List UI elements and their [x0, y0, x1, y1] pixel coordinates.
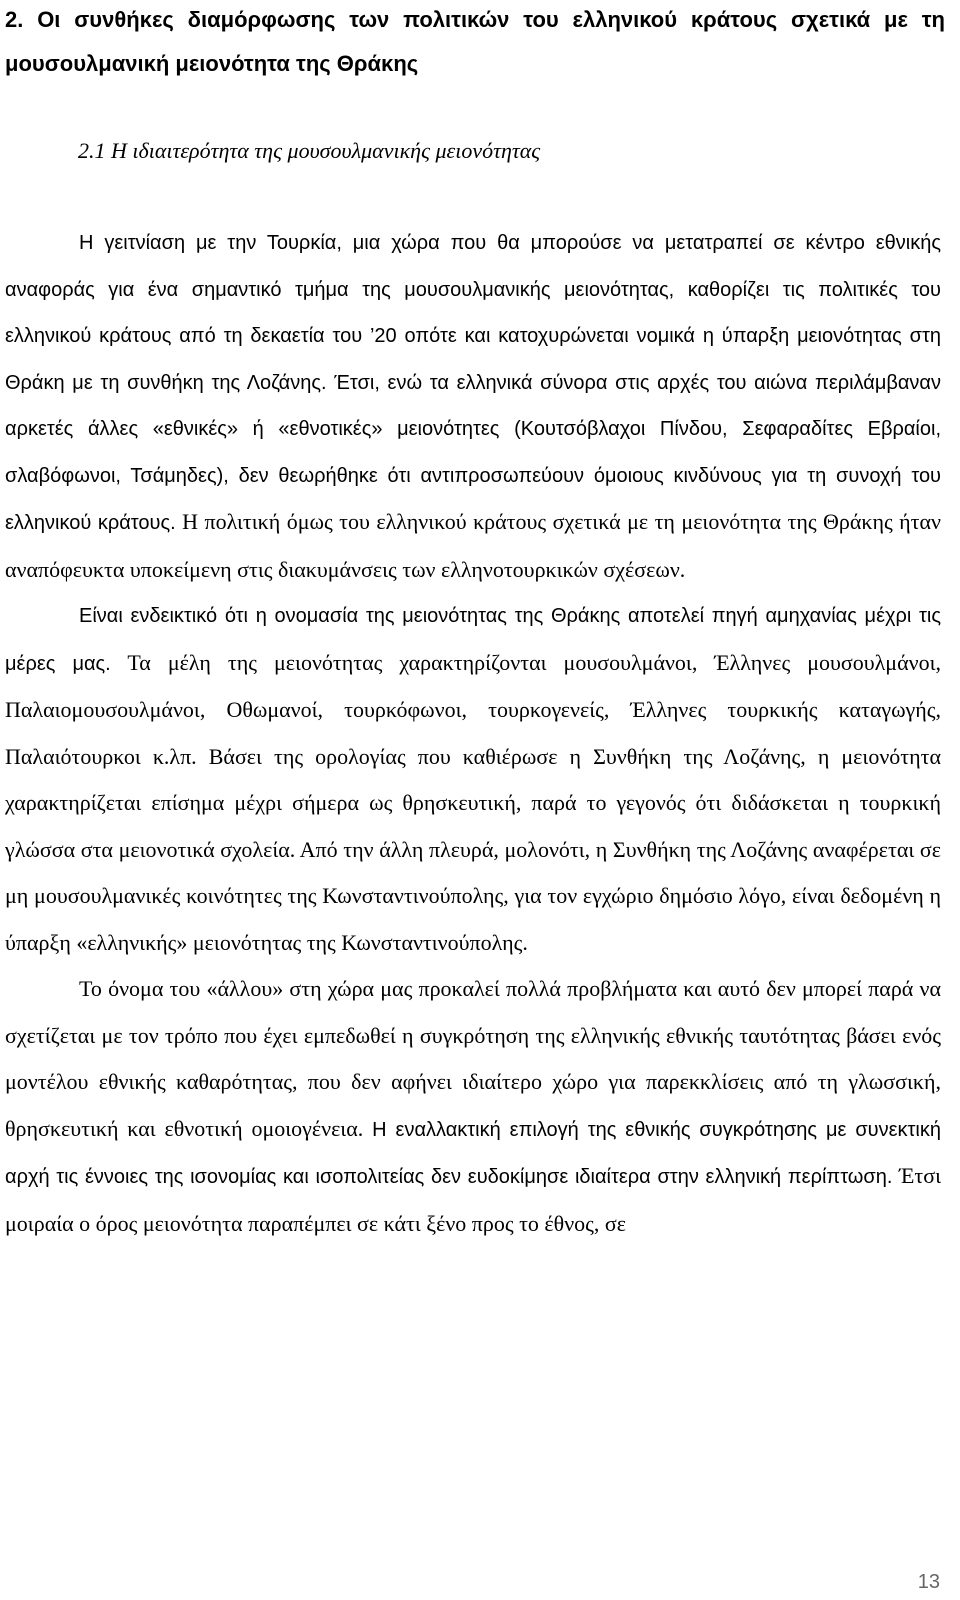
paragraph-2 — [5, 593, 941, 966]
paragraph-2-sentence-group-2: Τα μέλη της μειονότητας χαρακτηρίζονται μουσουλμάνοι, Έλληνες μουσουλμάνοι, Παλαιομουσουλμάνοι, Οθωμανοί, τουρκόφωνοι, τουρκογενείς, Έλληνες τουρκικής καταγωγής, Παλαιότουρκοι κ.λπ. Βάσει της ορολογίας που καθιέρωσε η Συνθήκη της Λοζάνης, η μειονότητα χαρακτηρίζεται επίσημα μέχρι σήμερα ως θρησκευτική, παρά το γεγονός ότι διδάσκεται η τουρκική γλώσσα στα μειονοτικά σχολεία. Από την άλλη πλευρά, μολονότι, η Συνθήκη της Λοζάνης αναφέρεται σε μη μουσουλμανικές κοινότητες της Κωνσταντινούπολης, για τον εγχώριο δημόσιο λόγο, είναι δεδομένη η ύπαρξη «ελληνικής» μειονότητας της Κωνσταντινούπολης. — [5, 649, 941, 955]
paragraph-1 — [5, 220, 941, 593]
body-text — [5, 220, 941, 1247]
paragraph-3-sentence-group-3: Έτσι μοιραία ο όρος μειονότητα παραπέμπει σε κάτι ξένο προς το έθνος, σε — [5, 1163, 941, 1236]
paragraph-3 — [5, 966, 941, 1247]
paragraph-3-sentence-group-1: Το όνομα του «άλλου» στη χώρα μας προκαλεί πολλά προβλήματα και αυτό δεν μπορεί παρά να σχετίζεται με τον τρόπο που έχει εμπεδωθεί η συγκρότηση της ελληνικής εθνικής ταυτότητας βάσει ενός μοντέλου εθνικής καθαρότητας, που δεν αφήνει ιδιαίτερο χώρο για παρεκκλίσεις από τη γλωσσική, θρησκευτική και εθνοτική ομοιογένεια. — [5, 976, 941, 1141]
page-number: 13 — [917, 1571, 940, 1593]
paragraph-3-sentence-group-2: Η εναλλακτική επιλογή της εθνικής συγκρότησης με συνεκτική αρχή τις έννοιες της ισονομίας και ισοπολιτείας δεν ευδοκίμησε ιδιαίτερα στην ελληνική περίπτωση. — [5, 1118, 942, 1188]
paragraph-1-sentence-group-2: Η πολιτική όμως του ελληνικού κράτους σχετικά με τη μειονότητα της Θράκης ήταν αναπόφευκτα υποκείμενη στις διακυμάνσεις των ελληνοτουρκικών σχέσεων. — [5, 509, 941, 582]
section-heading: 2.1 Η ιδιαιτερότητα της μουσουλμανικής μειονότητας — [78, 138, 541, 163]
chapter-heading: 2. Οι συνθήκες διαμόρφωσης των πολιτικών του ελληνικού κράτους σχετικά με τη μουσουλμανική μειονότητα της Θράκης — [5, 7, 945, 76]
paragraph-2-sentence-group-1: Είναι ενδεικτικό ότι η ονομασία της μειονότητας της Θράκης αποτελεί πηγή αμηχανίας μέχρι τις μέρες μας. — [5, 605, 941, 675]
paragraph-1-sentence-group-1: Η γειτνίαση με την Τουρκία, μια χώρα που θα μπορούσε να μετατραπεί σε κέντρο εθνικής αναφοράς για ένα σημαντικό τμήμα της μουσουλμανικής μειονότητας, καθορίζει τις πολιτικές του ελληνικού κράτους από τη δεκαετία του ’20 οπότε και κατοχυρώνεται νομικά η ύπαρξη μειονότητας στη Θράκη με τη συνθήκη της Λοζάνης. Έτσι, ενώ τα ελληνικά σύνορα στις αρχές του αιώνα περιλάμβαναν αρκετές άλλες «εθνικές» ή «εθνοτικές» μειονότητες (Κουτσόβλαχοι Πίνδου, Σεφαραδίτες Εβραίοι, σλαβόφωνοι, Τσάμηδες), δεν θεωρήθηκε ότι αντιπροσωπεύουν όμοιους κινδύνους για τη συνοχή του ελληνικού κράτους. — [5, 232, 941, 534]
